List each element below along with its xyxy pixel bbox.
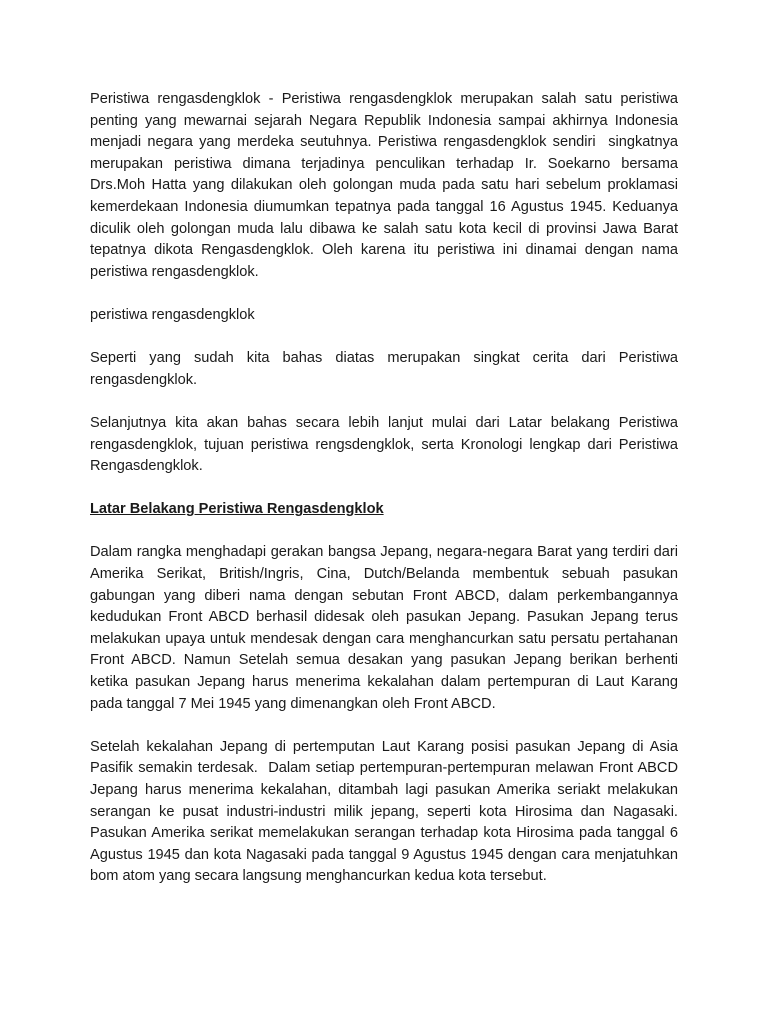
intro-paragraph: Peristiwa rengasdengklok - Peristiwa rengasdengklok merupakan salah satu peristiwa penting yang mewarnai sejarah Negara Republik Indonesia sampai akhirnya Indonesia menjadi negara yang merdeka seutuhnya. Peristiwa rengasdengklok sendiri singkatnya merupakan peristiwa dimana terjadinya penculikan terhadap Ir. Soekarno bersama Drs.Moh Hatta yang dilakukan oleh golongan muda pada satu hari sebelum proklamasi kemerdekaan Indonesia diumumkan tepatnya pada tanggal 16 Agustus 1945. Keduanya diculik oleh golongan muda lalu dibawa ke salah satu kota kecil di provinsi Jawa Barat tepatnya dikota Rengasdengklok. Oleh karena itu peristiwa ini dinamai dengan nama peristiwa rengasdengklok. (90, 91, 683, 280)
front-abcd-paragraph: Dalam rangka menghadapi gerakan bangsa Jepang, negara-negara Barat yang terdiri dari Amerika Serikat, British/Ingris, Cina, Dutch/Belanda membentuk sebuah pasukan gabungan yang diberi nama dengan sebutan Front ABCD, dalam perkembangannya kedudukan Front ABCD berhasil didesak oleh pasukan Jepang. Pasukan Jepang terus melakukan upaya untuk mendesak dengan cara menghancurkan satu persatu pertahanan Front ABCD. Namun Setelah semua desakan yang pasukan Jepang berikan berhenti ketika pasukan Jepang harus menerima kekalahan dalam pertempuran di Laut Karang pada tanggal 7 Mei 1945 yang dimenangkan oleh Front ABCD. (90, 544, 683, 712)
summary-paragraph: Seperti yang sudah kita bahas diatas merupakan singkat cerita dari Peristiwa rengasdengklok. (90, 350, 683, 388)
section-heading-latar-belakang: Latar Belakang Peristiwa Rengasdengklok (90, 501, 384, 518)
defeat-paragraph: Setelah kekalahan Jepang di pertemputan Laut Karang posisi pasukan Jepang di Asia Pasifik semakin terdesak. Dalam setiap pertempuran-pertempuran melawan Front ABCD Jepang harus menerima kekalahan, ditambah lagi pasukan Amerika seriakt melakukan serangan ke pusat industri-industri milik jepang, seperti kota Hirosima dan Nagasaki. Pasukan Amerika serikat memelakukan serangan terhadap kota Hirosima pada tanggal 6 Agustus 1945 dan kota Nagasaki pada tanggal 9 Agustus 1945 dengan cara menjatuhkan bom atom yang secara langsung menghancurkan kedua kota tersebut. (90, 738, 683, 885)
subtitle-line: peristiwa rengasdengklok (90, 306, 255, 323)
document-body (90, 89, 683, 910)
overview-paragraph: Selanjutnya kita akan bahas secara lebih lanjut mulai dari Latar belakang Peristiwa rengasdengklok, tujuan peristiwa rengsdengklok, serta Kronologi lengkap dari Peristiwa Rengasdengklok. (90, 414, 683, 475)
